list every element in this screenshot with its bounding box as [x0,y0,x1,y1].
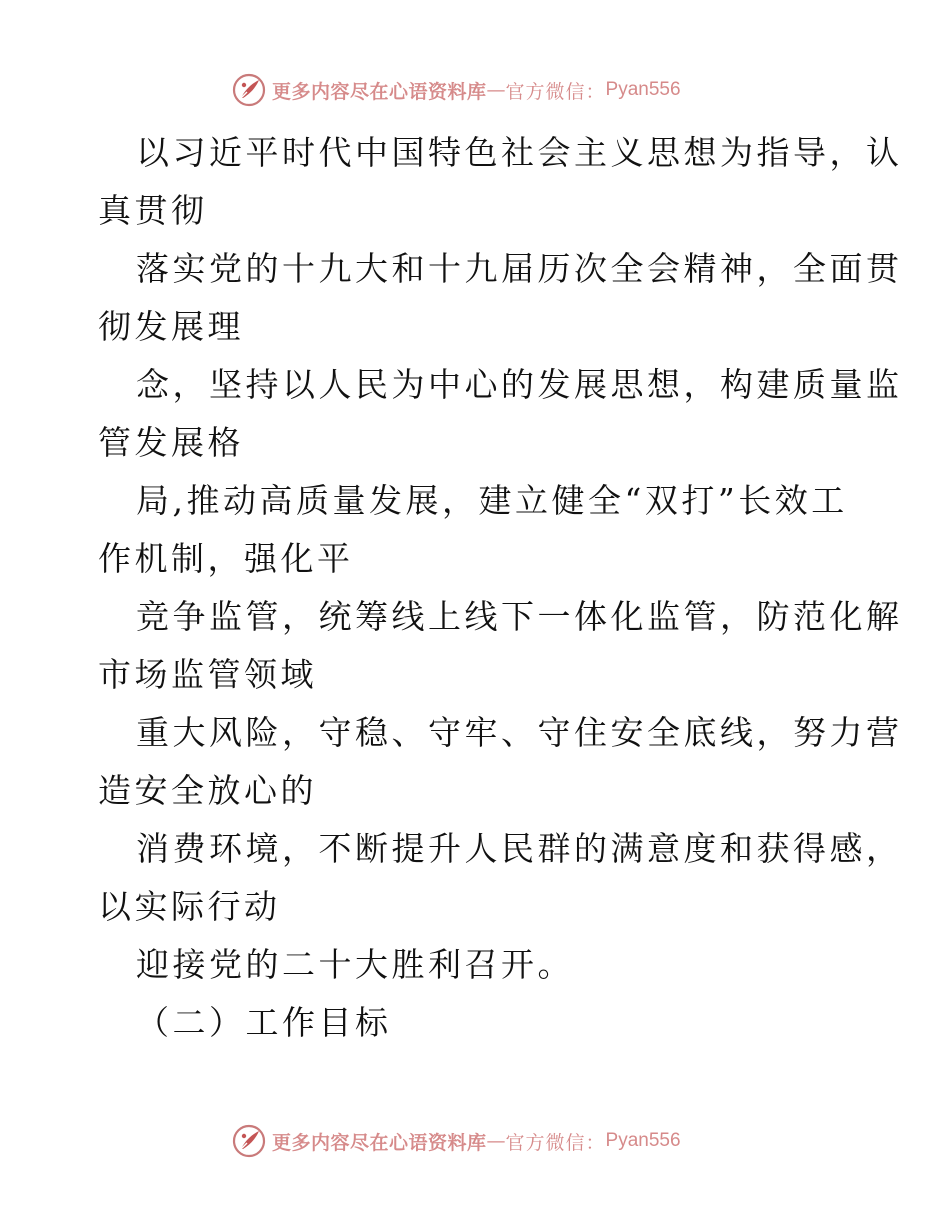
text-line: 重大风险，守稳、守牢、守住安全底线，努力营 [136,713,903,752]
text-line: 落实党的十九大和十九届历次全会精神，全面贯 [136,249,903,288]
text-line: 作机制，强化平 [98,539,354,578]
watermark-wechat-label: 官方微信： [505,1131,606,1154]
text-line: 竞争监管，统筹线上线下一体化监管，防范化解 [136,597,903,636]
quill-pen-icon [232,73,266,107]
text-line: 造安全放心的 [98,771,317,810]
watermark-wechat-id: Pyan556 [605,79,681,100]
text-line: 以习近平时代中国特色社会主义思想为指导，认 [136,133,903,172]
document-body [98,124,903,1052]
text-line: 局,推动高质量发展，建立健全“双打”长效工 [136,481,848,520]
footer-watermark [232,1123,681,1159]
text-line: 念，坚持以人民为中心的发展思想，构建质量监 [136,365,903,404]
text-line: 彻发展理 [98,307,244,346]
text-line: 真贯彻 [98,191,208,230]
text-line: 以实际行动 [98,887,281,926]
watermark-wechat-label: 官方微信： [505,80,606,103]
section-heading: （二）工作目标 [136,1003,392,1042]
quill-pen-icon [232,1124,266,1158]
watermark-site-text: 更多内容尽在心语资料库 [272,1131,487,1154]
text-line: 市场监管领域 [98,655,317,694]
text-line: 管发展格 [98,423,244,462]
watermark-wechat-id: Pyan556 [605,1130,681,1151]
header-watermark [232,72,681,108]
watermark-separator: — [486,79,506,101]
watermark-site-text: 更多内容尽在心语资料库 [272,80,487,103]
text-line: 消费环境，不断提升人民群的满意度和获得感， [136,829,903,868]
watermark-separator: — [486,1130,506,1152]
text-line: 迎接党的二十大胜利召开。 [136,945,574,984]
